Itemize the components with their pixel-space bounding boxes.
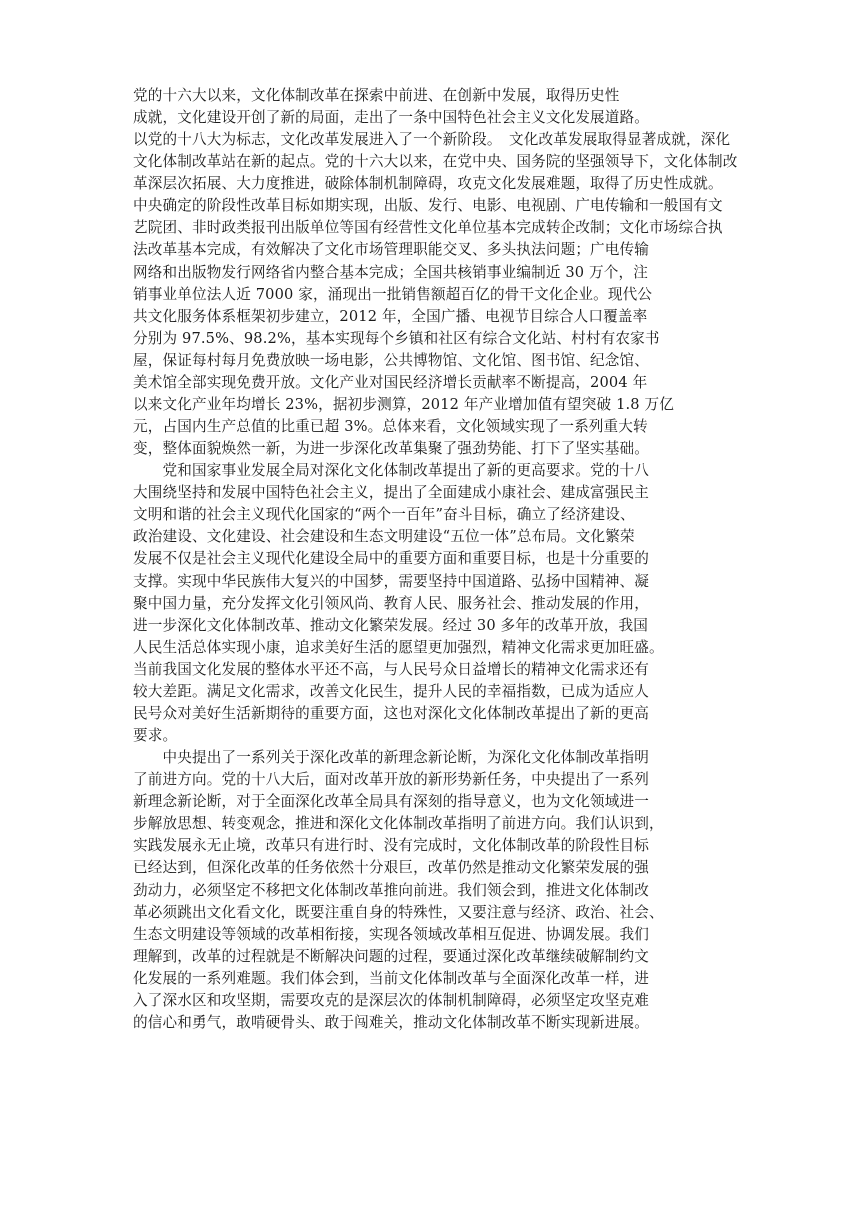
text-line: 党和国家事业发展全局对深化文化体制改革提出了新的更高要求。党的十八 bbox=[133, 462, 650, 480]
text-line: 当前我国文化发展的整体水平还不高，与人民号众日益增长的精神文化需求还有 bbox=[133, 660, 650, 678]
text-line: 民号众对美好生活新期待的重要方面，这也对深化文化体制改革提出了新的更高 bbox=[133, 704, 650, 722]
text-line: 聚中国力量，充分发挥文化引领风尚、教育人民、服务社会、推动发展的作用， bbox=[133, 594, 650, 612]
text-line: 的信心和勇气，敢啃硬骨头、敢于闯难关，推动文化体制改革不断实现新进展。 bbox=[133, 1013, 650, 1031]
text-line: 分别为 97.5%、98.2%，基本实现每个乡镇和社区有综合文化站、村村有农家书 bbox=[133, 329, 660, 347]
text-line: 理解到，改革的过程就是不断解决问题的过程，要通过深化改革继续破解制约文 bbox=[133, 947, 650, 965]
text-line: 文化体制改革站在新的起点。党的十六大以来，在党中央、国务院的坚强领导下，文化体制改 bbox=[133, 153, 738, 171]
text-line: 以党的十八大为标志，文化改革发展进入了一个新阶段。 文化改革发展取得显著成就，深化 bbox=[133, 131, 731, 149]
text-line: 文明和谐的社会主义现代化国家的“两个一百年”奋斗目标，确立了经济建设、 bbox=[133, 506, 635, 524]
text-line: 较大差距。满足文化需求，改善文化民生，提升人民的幸福指数，已成为适应人 bbox=[133, 682, 650, 700]
text-line: 政治建设、文化建设、社会建设和生态文明建设“五位一体”总布局。文化繁荣 bbox=[133, 528, 635, 546]
text-line: 革必须跳出文化看文化，既要注重自身的特殊性，又要注意与经济、政治、社会、 bbox=[133, 903, 664, 921]
text-line: 已经达到，但深化改革的任务依然十分艰巨，改革仍然是推动文化繁荣发展的强 bbox=[133, 859, 650, 877]
text-line: 入了深水区和攻坚期，需要攻克的是深层次的体制机制障碍，必须坚定攻坚克难 bbox=[133, 991, 650, 1009]
text-line: 中央确定的阶段性改革目标如期实现，出版、发行、电影、电视剧、广电传输和一般国有文 bbox=[133, 197, 723, 215]
text-line: 党的十六大以来，文化体制改革在探索中前进、在创新中发展，取得历史性 bbox=[133, 87, 620, 104]
text-line: 大围绕坚持和发展中国特色社会主义，提出了全面建成小康社会、建成富强民主 bbox=[133, 484, 650, 502]
text-line: 美术馆全部实现免费开放。文化产业对国民经济增长贡献率不断提高，2004 年 bbox=[133, 373, 648, 391]
text-line: 支撑。实现中华民族伟大复兴的中国梦，需要坚持中国道路、弘扬中国精神、凝 bbox=[133, 572, 650, 590]
text-line: 人民生活总体实现小康，追求美好生活的愿望更加强烈，精神文化需求更加旺盛。 bbox=[133, 638, 664, 656]
text-line: 进一步深化文化体制改革、推动文化繁荣发展。经过 30 多年的改革开放，我国 bbox=[133, 616, 648, 634]
text-line: 网络和出版物发行网络省内整合基本完成；全国共核销事业编制近 30 万个，注 bbox=[133, 263, 648, 281]
text-line: 革深层次拓展、大力度推进，破除体制机制障碍，攻克文化发展难题，取得了历史性成就。 bbox=[133, 175, 723, 193]
text-line: 共文化服务体系框架初步建立，2012 年，全国广播、电视节目综合人口覆盖率 bbox=[133, 307, 648, 325]
text-line: 劲动力，必须坚定不移把文化体制改革推向前进。我们领会到，推进文化体制改 bbox=[133, 881, 650, 899]
text-line: 元，占国内生产总值的比重已超 3%。总体来看，文化领域实现了一系列重大转 bbox=[133, 418, 648, 436]
text-line: 步解放思想、转变观念，推进和深化文化体制改革指明了前进方向。我们认识到， bbox=[133, 815, 664, 833]
text-line: 以来文化产业年均增长 23%，据初步测算，2012 年产业增加值有望突破 1.8 万亿 bbox=[133, 395, 675, 413]
text-line: 销事业单位法人近 7000 家，涌现出一批销售额超百亿的骨干文化企业。现代公 bbox=[133, 285, 653, 303]
text-line: 发展不仅是社会主义现代化建设全局中的重要方面和重要目标，也是十分重要的 bbox=[133, 550, 650, 568]
text-line: 艺院团、非时政类报刊出版单位等国有经营性文化单位基本完成转企改制；文化市场综合执 bbox=[133, 219, 723, 237]
text-line: 法改革基本完成，有效解决了文化市场管理职能交叉、多头执法问题；广电传输 bbox=[133, 241, 650, 259]
text-line: 要求。 bbox=[133, 727, 178, 745]
text-line: 了前进方向。党的十八大后，面对改革开放的新形势新任务，中央提出了一系列 bbox=[133, 771, 650, 789]
text-line: 屋，保证每村每月免费放映一场电影，公共博物馆、文化馆、图书馆、纪念馆、 bbox=[133, 351, 650, 369]
text-line: 实践发展永无止境，改革只有进行时、没有完成时，文化体制改革的阶段性目标 bbox=[133, 837, 650, 855]
text-line: 化发展的一系列难题。我们体会到，当前文化体制改革与全面深化改革一样，进 bbox=[133, 969, 650, 987]
text-line: 新理念新论断，对于全面深化改革全局具有深刻的指导意义，也为文化领域进一 bbox=[133, 793, 650, 811]
text-line: 成就，文化建设开创了新的局面，走出了一条中国特色社会主义文化发展道路。 bbox=[133, 109, 650, 127]
text-line: 生态文明建设等领域的改革相衔接，实现各领域改革相互促进、协调发展。我们 bbox=[133, 925, 650, 943]
text-line: 变，整体面貌焕然一新，为进一步深化改革集聚了强劲势能、打下了坚实基础。 bbox=[133, 440, 650, 458]
text-line: 中央提出了一系列关于深化改革的新理念新论断，为深化文化体制改革指明 bbox=[133, 749, 650, 767]
